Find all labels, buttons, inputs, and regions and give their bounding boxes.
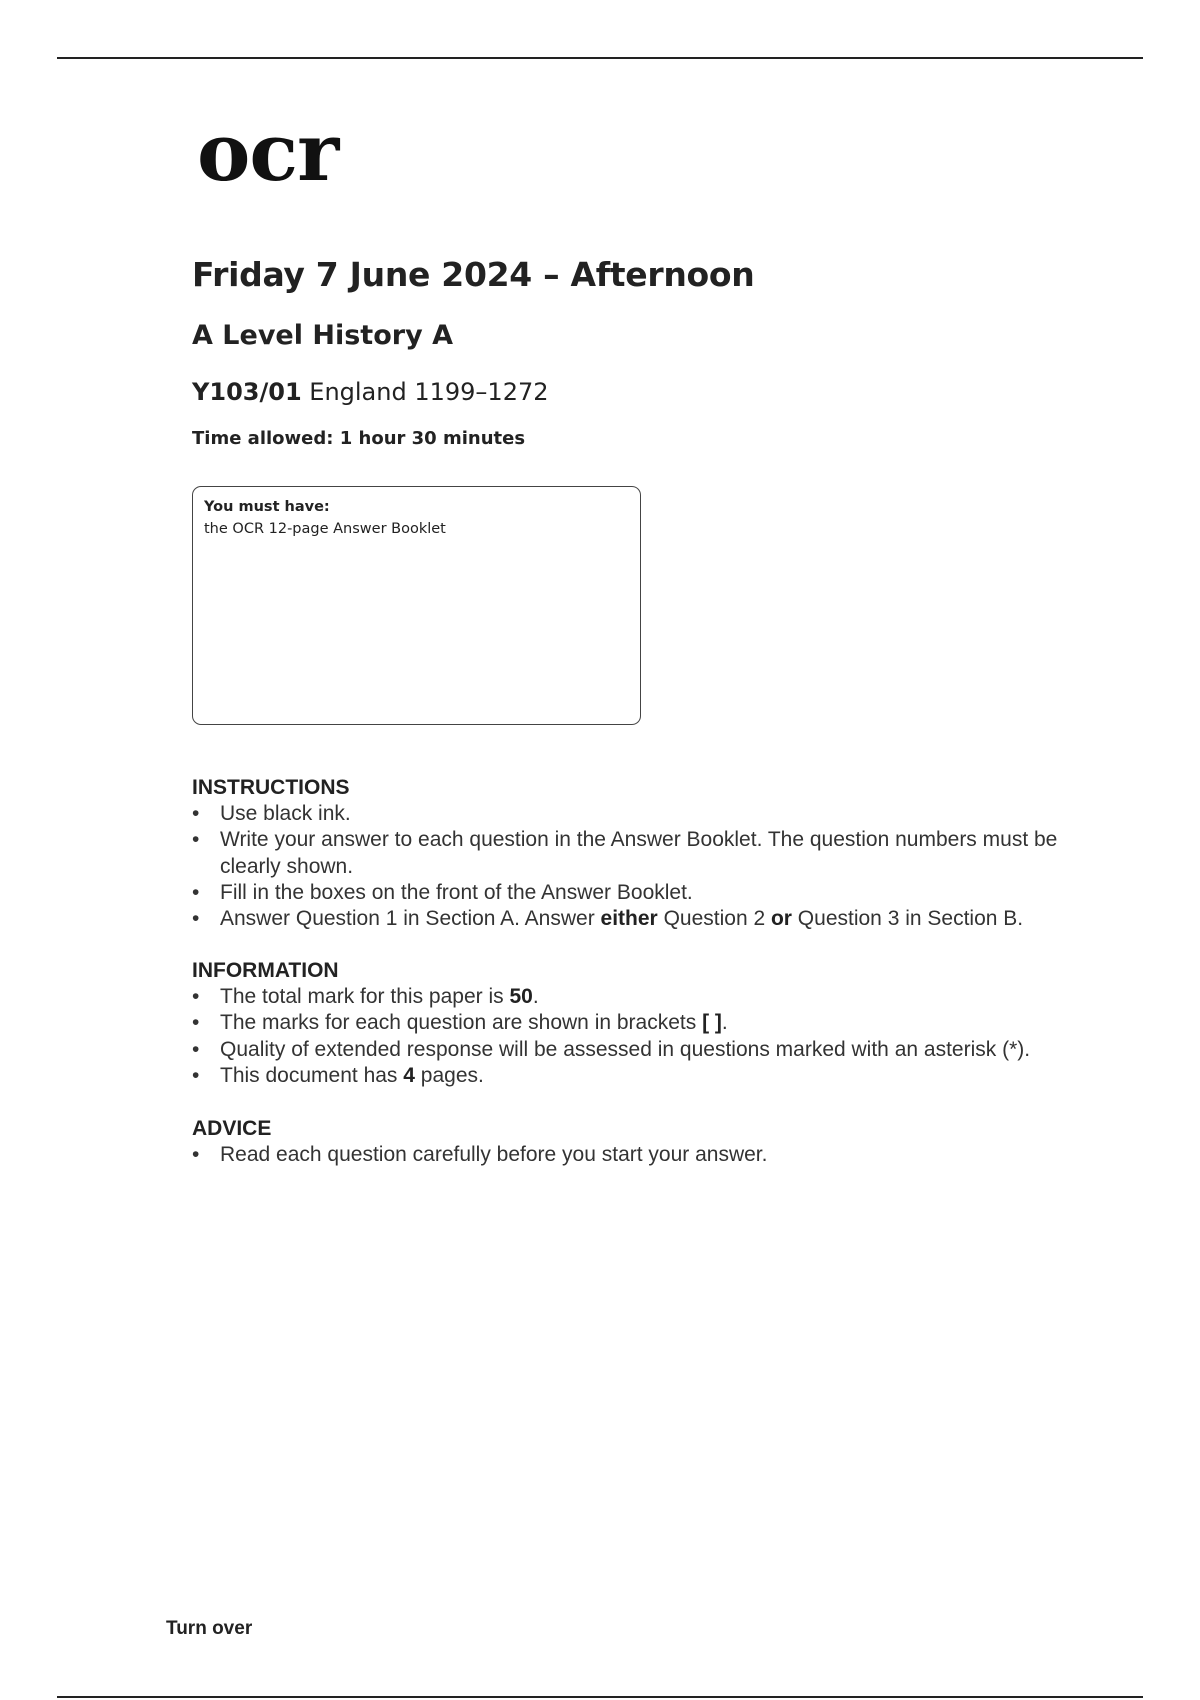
paper-code: Y103/01 <box>192 378 302 406</box>
text-part: Question 2 <box>657 907 771 931</box>
list-item <box>192 1063 1092 1089</box>
advice-section <box>192 1116 1092 1168</box>
text-part: This document has <box>220 1063 404 1087</box>
text-part: The total mark for this paper is <box>220 985 510 1008</box>
text-part: Answer Question 1 in Section A. Answer <box>220 907 601 931</box>
list-item <box>192 906 1092 932</box>
exam-date: Friday 7 June 2024 – Afternoon <box>192 255 755 294</box>
list-item <box>192 984 1092 1010</box>
advice-list <box>192 1142 1092 1168</box>
list-item: • Write your answer to each question in the Answer Booklet. The question numbers must be clearly shown. <box>192 827 1092 880</box>
ocr-logo: ocr <box>197 105 339 199</box>
text-part: . <box>721 1011 728 1035</box>
bottom-rule <box>57 1696 1143 1698</box>
information-section <box>192 958 1092 1089</box>
emphasis-or: or <box>770 907 792 931</box>
list-item: • Fill in the boxes on the front of the Answer Booklet. <box>192 880 1092 906</box>
must-have-box <box>192 486 641 725</box>
text-part: The marks for each question are shown in brackets <box>220 1011 703 1035</box>
must-have-title: You must have: <box>204 499 330 515</box>
instructions-heading: INSTRUCTIONS <box>192 776 350 799</box>
instructions-list <box>192 801 1092 932</box>
paper-code-line <box>192 378 549 406</box>
text-part: Question 3 in Section B. <box>791 907 1024 931</box>
instructions-section <box>192 775 1092 932</box>
list-item <box>192 1010 1092 1036</box>
paper-title: England 1199–1272 <box>309 378 549 406</box>
information-list <box>192 984 1092 1089</box>
total-mark: 50 <box>509 985 533 1008</box>
list-item: • Quality of extended response will be assessed in questions marked with an asterisk (*). <box>192 1037 1092 1063</box>
brackets-symbol: [ ] <box>702 1011 722 1035</box>
time-allowed: Time allowed: 1 hour 30 minutes <box>192 428 526 449</box>
advice-heading: ADVICE <box>192 1117 272 1140</box>
list-item: • Read each question carefully before you start your answer. <box>192 1142 1092 1168</box>
top-rule <box>57 57 1143 59</box>
emphasis-either: either <box>600 907 658 931</box>
list-item: • Use black ink. <box>192 801 1092 827</box>
must-have-item: the OCR 12-page Answer Booklet <box>204 521 446 537</box>
page-count: 4 <box>403 1063 415 1087</box>
text-part: pages. <box>414 1063 484 1087</box>
qualification-title: A Level History A <box>192 320 453 351</box>
text-part: . <box>532 985 539 1008</box>
turn-over-label: Turn over <box>166 1618 253 1639</box>
information-heading: INFORMATION <box>192 959 339 982</box>
